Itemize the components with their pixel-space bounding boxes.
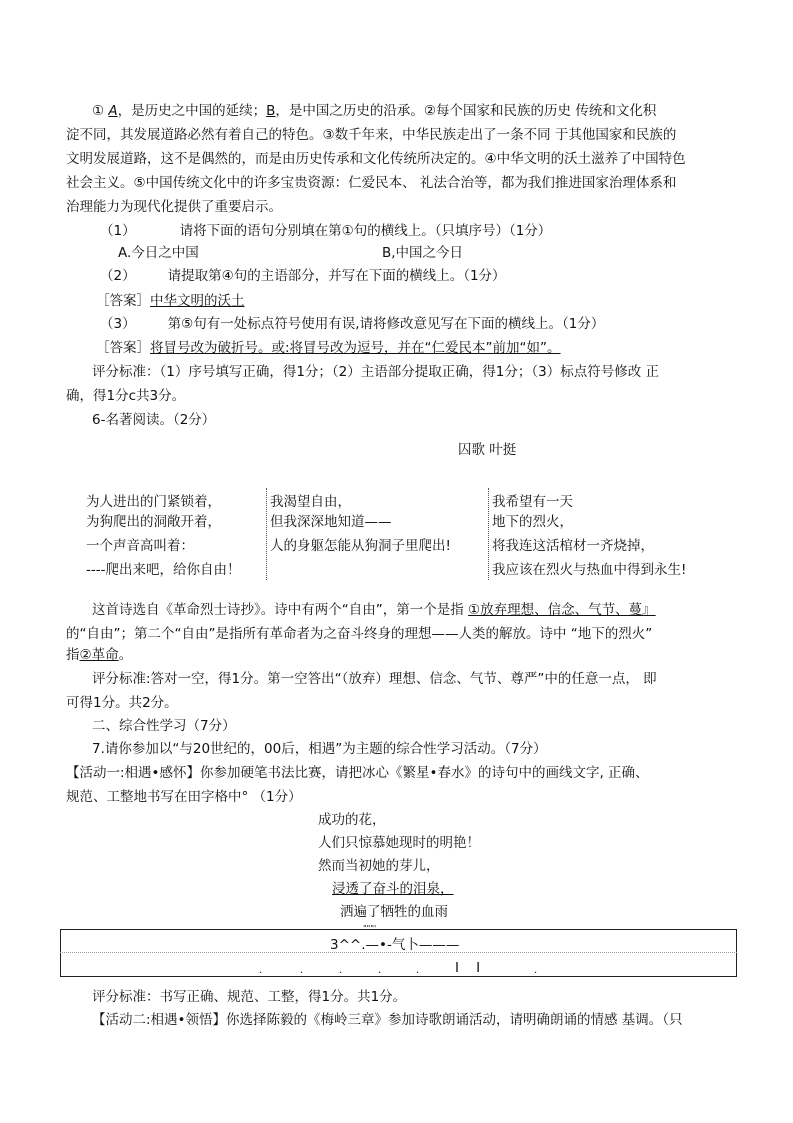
poem-question: 指②革命。 [66,647,133,663]
grid-mark: . [534,965,538,976]
verse-line: 人们只惊慕她现时的明艳！ [318,835,480,851]
paragraph-line: 淀不同，其发展道路必然有着自己的特色。③数千年来，中华民族走出了一条不同 于其他国家和民族的 [66,127,677,143]
question-1: （1） 请将下面的语句分别填在第①句的横线上。（只填序号）（1分） [100,223,552,239]
answer-2: ［答案］中华文明的沃土 [96,293,245,309]
blank-a: A [108,103,118,119]
scoring-criteria: 评分标准:答对一空，得1分。第一空答出“（放弃）理想、信念、气节、尊严”中的任意一点， 即 [92,671,657,687]
scoring-criteria: 评分标准：书写正确、规范、工整，得1分。共1分。 [92,989,407,1005]
grid-mark: . [339,965,343,976]
poem-line: 为人进出的门紧锁着， [86,494,221,510]
question-3: （3） 第⑤句有一处标点符号使用有误,请将修改意见写在下面的横线上。（1分） [100,316,605,332]
question-2: （2） 请提取第④句的主语部分，并写在下面的横线上。（1分） [100,268,506,284]
poem-line: 我应该在烈火与热血中得到永生! [492,562,687,578]
grid-mark: . [300,965,304,976]
column-divider [488,488,489,580]
verse-line-underlined: 浸透了奋斗的泪泉， [332,881,454,897]
activity-1: 【活动一:相遇•感怀】你参加硬笔书法比赛，请把冰心《繁星•春水》的诗句中的画线文字, 正确、 [66,765,649,781]
poem-line: 但我深深地知道—— [270,514,392,530]
poem-line: 我希望有一天 [492,494,573,510]
blank-b: B [266,103,276,119]
scoring-criteria: 确，得1分c共3分。 [66,388,186,404]
question-7: 7.请你参加以“与20世纪的，00后，相遇”为主题的综合性学习活动。（7分） [92,741,547,757]
verse-line: 成功的花， [318,812,386,828]
question-6: 6-名著阅读。（2分） [92,412,216,428]
answer-3: ［答案］将冒号改为破折号。或:将冒号改为逗号，并在“仁爱民本”前加“如”。 [96,340,561,356]
grid-mark: . [416,965,420,976]
poem-line: 地下的烈火， [492,514,573,530]
poem-title: 囚歌 叶挺 [458,442,517,458]
grid-scribble: I I [455,960,481,976]
grid-mark: . [378,965,382,976]
paragraph-line: 社会主义。⑤中国传统文化中的许多宝贵资源：仁爱民本、 礼法合治等，都为我们推进国家治理体系和 [66,175,677,191]
activity-2: 【活动二:相遇•领悟】你选择陈毅的《梅岭三章》参加诗歌朗诵活动，请明确朗诵的情感 基调。（只 [92,1012,683,1028]
activity-1: 规范、工整地书写在田字格中° （1分） [66,789,302,805]
option-b: B,中国之今日 [382,245,464,261]
poem-line: 将我连这活棺材一齐烧掉， [492,538,654,554]
grid-scribble: """' [363,924,377,933]
poem-question: 的“自由”；第二个“自由”是指所有革命者为之奋斗终身的理想——人类的解放。诗中 “地下的烈火” [66,626,653,642]
scoring-criteria: 评分标准：（1）序号填写正确，得1分；（2）主语部分提取正确，得1分；（3）标点符号修改 正 [92,364,659,380]
poem-line: 人的身躯怎能从狗洞子里爬出! [270,538,451,554]
column-divider [266,488,267,580]
option-a: A.今日之中国 [118,245,199,261]
section-heading: 二、综合性学习（7分） [92,718,236,734]
poem-line: ----爬出来吧，给你自由！ [86,562,241,578]
verse-line: 然而当初她的芽儿， [318,858,440,874]
poem-question: 这首诗选自《革命烈士诗抄》。诗中有两个“自由”，第一个是指 ①放弃理想、信念、气节、蔓』 [92,602,656,618]
paragraph-line: ① A，是历史之中国的延续；B，是中国之历史的沿承。②每个国家和民族的历史 传统和文化积 [92,103,657,119]
poem-line: 我渴望自由， [270,494,351,510]
poem-line: 一个声音高叫着： [86,538,194,554]
paragraph-line: 治理能力为现代化提供了重要启示。 [66,199,282,215]
poem-line: 为狗爬出的洞敞开着， [86,514,221,530]
verse-line: 洒遍了牺牲的血雨 [340,904,448,920]
grid-mark: . [259,965,263,976]
scoring-criteria: 可得1分。共2分。 [66,695,178,711]
grid-scribble: 3^^.—•-气卜——— [330,937,460,953]
paragraph-line: 文明发展道路，这不是偶然的，而是由历史传承和文化传统所决定的。④中华文明的沃土滋养了中国特色 [66,151,686,167]
